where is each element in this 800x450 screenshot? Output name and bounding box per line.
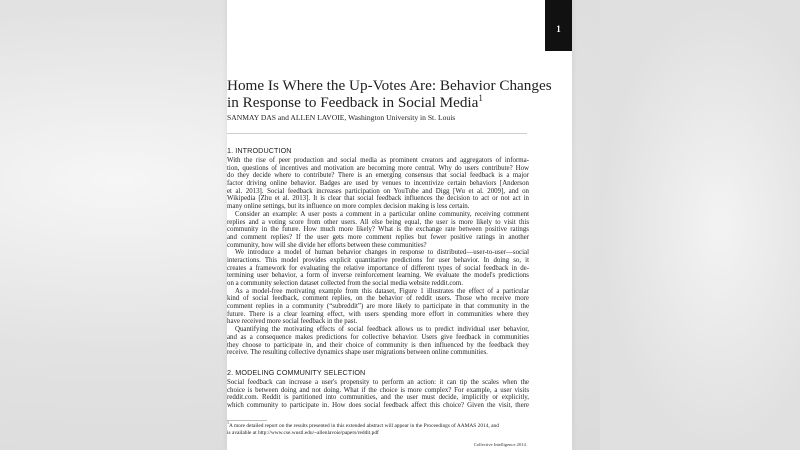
text-line: reddit.com. Reddit is partitioned into communities, and the user must decide, implicitly or explicitly,: [227, 394, 529, 402]
text-line: We introduce a model of human behavior changes in response to distributed—user-to-user—social: [235, 249, 529, 257]
text-line: Consider an example: A user posts a comment in a particular online community, receiving comment: [235, 210, 529, 218]
venue-footer: Collective Intelligence 2014.: [473, 442, 527, 447]
text-line: receive. The resulting collective dynamics shape user migrations between online communities.: [227, 349, 488, 357]
section-body-introduction: [227, 157, 529, 357]
footnote-line-1: [227, 420, 499, 430]
text-line: future. There is a clear learning effect, with users spending more effort in communities where they: [227, 310, 529, 318]
blurred-background-right: [600, 0, 800, 450]
text-line: With the rise of peer production and social media as prominent creators and aggregators of informa-: [227, 157, 529, 164]
text-line: many online settings, but its influence on more complex decision making is less certain.: [227, 203, 470, 211]
section-heading-modeling: 2. MODELING COMMUNITY SELECTION: [227, 368, 366, 377]
text-line: which community to participate in. How does social feedback affect this choice? Given the visit, there: [227, 402, 529, 410]
text-line: Quantifying the motivating effects of social feedback allows us to predict individual user behavior,: [235, 326, 529, 334]
footnote-divider: [227, 420, 267, 421]
header-divider: [227, 133, 527, 134]
text-line: and comment replies? If the user gets more comment replies but fewer positive ratings in another: [227, 233, 529, 241]
text-line: As a model-free motivating example from this dataset, Figure 1 illustrates the effect of a particular: [235, 287, 529, 295]
authors: SANMAY DAS and ALLEN LAVOIE, Washington University in St. Louis: [227, 113, 456, 122]
text-line: they choose to participate in, and their choice of community is then influenced by the feedback they: [227, 341, 529, 349]
footnote-mark: 1: [227, 420, 229, 426]
text-line: comment replies in a community (“subreddit”) are more likely to participate in that community in the: [227, 303, 529, 311]
text-line: community, how will she divide her efforts between these communities?: [227, 241, 427, 249]
text-line: creates a framework for evaluating the relative importance of different types of social feedback in de-: [227, 264, 529, 272]
footnote-line-2: is available at http://www.cse.wustl.edu/~allenlavoie/papers/reddit.pdf: [227, 430, 379, 436]
text-line: factor driving online behavior. Badges are used by venues to incentivize certain behaviors [Anderson: [227, 180, 529, 188]
text-line: termining user behavior, a form of inverse reinforcement learning. We evaluate the model's predictions: [227, 272, 529, 280]
text-line: Social feedback can increase a user's propensity to perform an action: it can tip the scales when the: [227, 379, 529, 386]
text-line: community in the future. How much more likely? What is the exchange rate between positive ratings: [227, 226, 529, 234]
paper-title: [227, 77, 567, 111]
section-body-modeling: [227, 379, 529, 410]
footnote: [227, 420, 499, 437]
footnote-text-1: A more detailed report on the results presented in this extended abstract will appear in the Proceedings of AAMAS 2014, and: [229, 423, 499, 429]
section-heading-introduction: 1. INTRODUCTION: [227, 146, 292, 155]
text-line: replies and a voting score from other users. All else being equal, the user is more likely to visit this: [227, 218, 529, 226]
text-line: choice is between doing and not doing. What if the choice is more complex? For example, a user visits: [227, 386, 529, 394]
text-line: et al. 2013]. Social feedback increases participation on YouTube and Digg [Wu et al. 2009], and on: [227, 187, 529, 195]
text-line: interactions. This model provides explicit quantitative predictions for user behavior. In doing so, it: [227, 256, 529, 264]
text-line: do they decide where to contribute? There is an emerging consensus that social feedback is a major: [227, 172, 529, 180]
page-number-tab: 1: [545, 0, 572, 51]
document-page: [227, 0, 572, 450]
text-line: have received more social feedback in the past.: [227, 318, 358, 326]
text-line: on a community selection dataset collected from the social media website reddit.com.: [227, 280, 463, 287]
text-line: tion, questions of incentives and motivation are becoming more central. Why do users contribute? How: [227, 164, 529, 172]
paper-title-text: Home Is Where the Up-Votes Are: Behavior Changes in Response to Feedback in Social Media: [227, 77, 552, 111]
title-footnote-mark: 1: [478, 92, 483, 103]
text-line: and as a consequence makes predictions for collective behavior. Users give feedback in communities: [227, 333, 529, 341]
text-line: kind of social feedback, comment replies, on the behavior of reddit users. Those who receive more: [227, 295, 529, 303]
text-line: Wikipedia [Zhu et al. 2013]. It is clear that social feedback influences the decision to act or not act in: [227, 195, 529, 203]
